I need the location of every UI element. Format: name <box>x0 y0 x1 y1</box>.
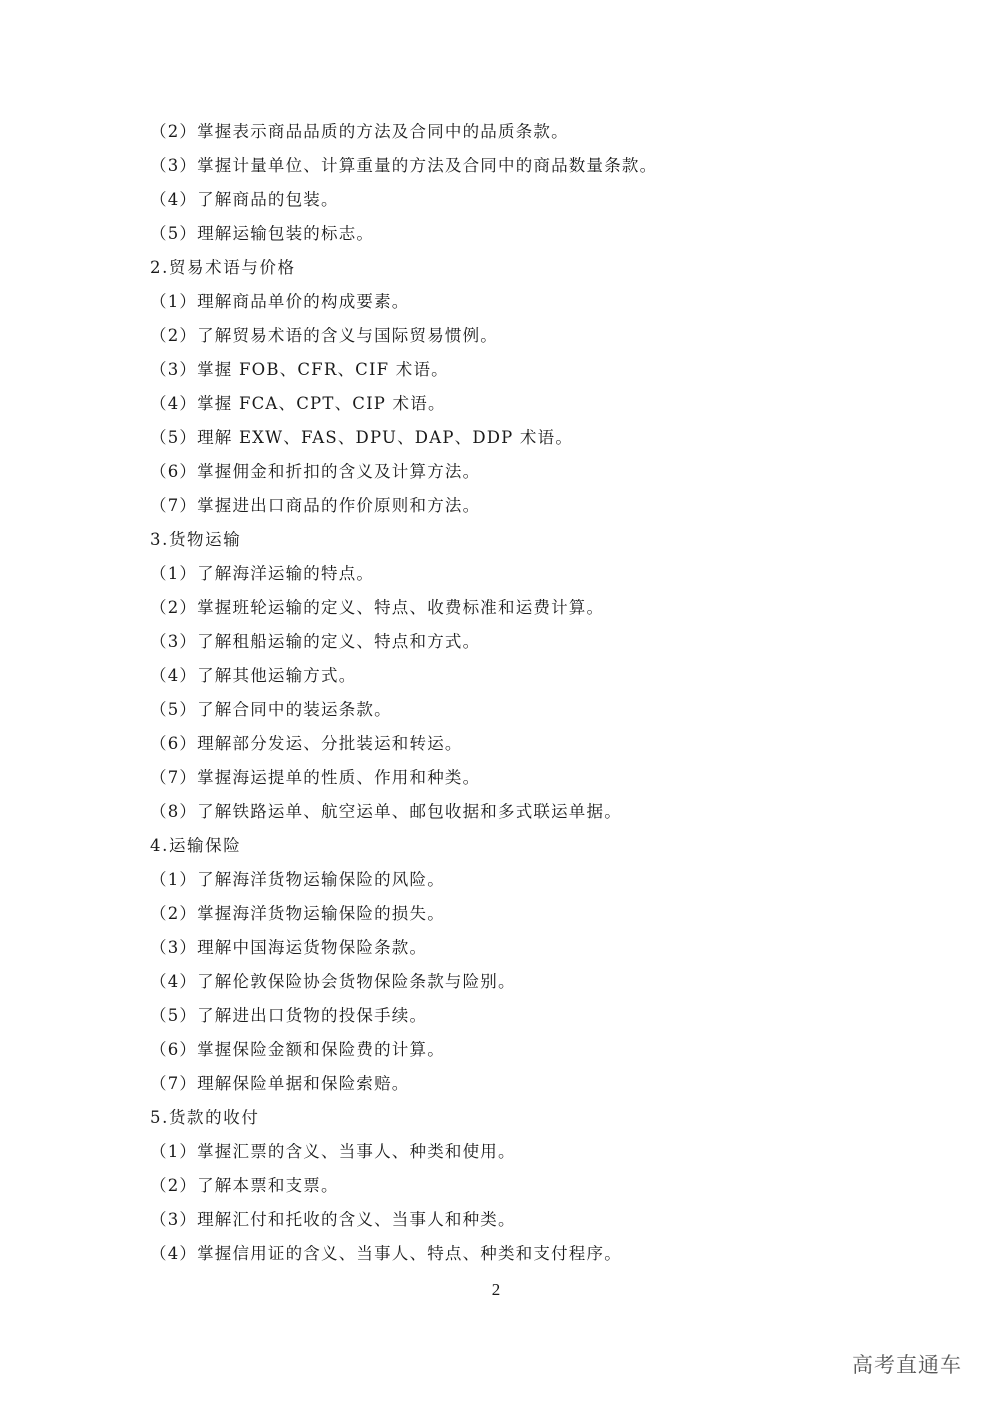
list-item: （5）了解合同中的装运条款。 <box>150 700 392 719</box>
list-item: （7）掌握海运提单的性质、作用和种类。 <box>150 768 481 787</box>
list-item: （7）理解保险单据和保险索赔。 <box>150 1074 410 1093</box>
list-item: （4）了解其他运输方式。 <box>150 666 357 685</box>
list-item: （1）理解商品单价的构成要素。 <box>150 292 410 311</box>
list-item: （5）了解进出口货物的投保手续。 <box>150 1006 428 1025</box>
section-heading: 2.贸易术语与价格 <box>150 258 296 277</box>
list-item: （3）理解中国海运货物保险条款。 <box>150 938 428 957</box>
section-heading: 4.运输保险 <box>150 836 242 855</box>
list-item: （4）掌握 FCA、CPT、CIP 术语。 <box>150 394 446 413</box>
syllabus-body <box>150 118 910 1274</box>
list-item: （4）掌握信用证的含义、当事人、特点、种类和支付程序。 <box>150 1244 622 1263</box>
list-item: （5）理解运输包装的标志。 <box>150 224 375 243</box>
list-item: （6）掌握佣金和折扣的含义及计算方法。 <box>150 462 481 481</box>
list-item: （3）掌握 FOB、CFR、CIF 术语。 <box>150 360 449 379</box>
list-item: （6）理解部分发运、分批装运和转运。 <box>150 734 463 753</box>
list-item: （3）了解租船运输的定义、特点和方式。 <box>150 632 481 651</box>
page-number: 2 <box>491 1280 501 1299</box>
list-item: （2）掌握表示商品品质的方法及合同中的品质条款。 <box>150 122 569 141</box>
section-heading: 3.货物运输 <box>150 530 242 549</box>
list-item: （8）了解铁路运单、航空运单、邮包收据和多式联运单据。 <box>150 802 622 821</box>
watermark-text: 高考直通车 <box>852 1353 962 1377</box>
list-item: （3）掌握计量单位、计算重量的方法及合同中的商品数量条款。 <box>150 156 658 175</box>
list-item: （2）掌握班轮运输的定义、特点、收费标准和运费计算。 <box>150 598 605 617</box>
list-item: （4）了解伦敦保险协会货物保险条款与险别。 <box>150 972 516 991</box>
list-item: （1）掌握汇票的含义、当事人、种类和使用。 <box>150 1142 516 1161</box>
list-item: （1）了解海洋货物运输保险的风险。 <box>150 870 445 889</box>
list-item: （1）了解海洋运输的特点。 <box>150 564 375 583</box>
list-item: （5）理解 EXW、FAS、DPU、DAP、DDP 术语。 <box>150 428 574 447</box>
section-heading: 5.货款的收付 <box>150 1108 260 1127</box>
list-item: （2）了解贸易术语的含义与国际贸易惯例。 <box>150 326 498 345</box>
list-item: （2）掌握海洋货物运输保险的损失。 <box>150 904 445 923</box>
list-item: （4）了解商品的包装。 <box>150 190 339 209</box>
list-item: （6）掌握保险金额和保险费的计算。 <box>150 1040 445 1059</box>
list-item: （2）了解本票和支票。 <box>150 1176 339 1195</box>
list-item: （7）掌握进出口商品的作价原则和方法。 <box>150 496 481 515</box>
list-item: （3）理解汇付和托收的含义、当事人和种类。 <box>150 1210 516 1229</box>
